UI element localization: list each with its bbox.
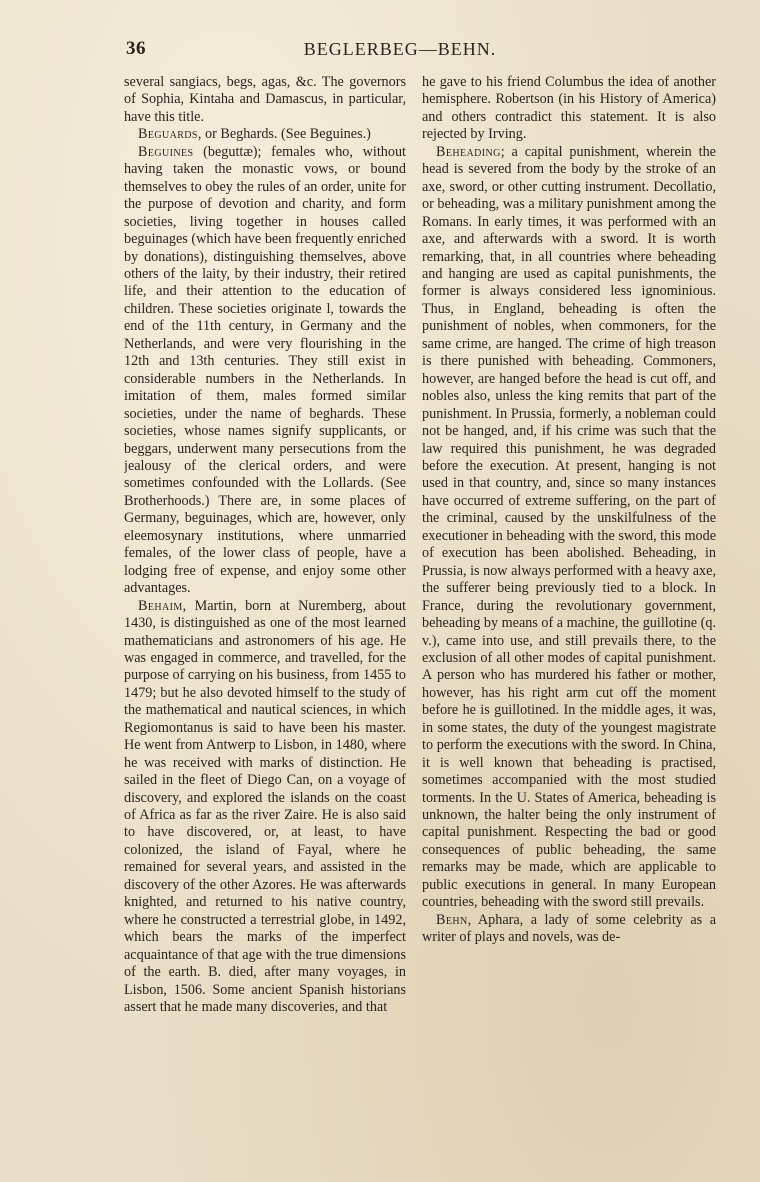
entry-behaim	[124, 598, 406, 1017]
entry-text: , Martin, born at Nuremberg, about 1430, is distinguished as one of the most learned mathematicians and astronomers of his age. He was engaged in commerce, and travelled, for the purpose of carrying on his business, from 1455 to 1479; but he also devoted himself to the study of the mathematical and nautical sciences, in which Regiomontanus is said to have been his master. He went from Antwerp to Lisbon, in 1480, where he was received with marks of distinction. He sailed in the fleet of Diego Can, on a voyage of discovery, and explored the islands on the coast of Africa as far as the river Zaire. He is also said to have discovered, or, at least, to have colonized, the island of Fayal, where he remained for several years, and assisted in the discovery of the other Azores. He was afterwards knighted, and returned to his native country, where he constructed a terrestrial globe, in 1492, which bears the marks of the imperfect acquaintance of that age with the true dimensions of the earth. B. died, after many voyages, in Lisbon, 1506. Some ancient Spanish historians assert that he made many discoveries, and that	[124, 597, 406, 1016]
running-head: BEGLERBEG—BEHN.	[303, 39, 497, 59]
entry-behn	[422, 912, 716, 947]
entry-beglerbeg-continuation	[124, 74, 406, 126]
entry-text: ; a capital punishment, wherein the head is severed from the body by the stroke of an axe, sword, or other cutting instrument. Decollatio, or beheading, was a military punishment among the Romans. In early times, it was performed with an axe, and afterwards with a sword. It is worth remarking, that, in all countries where beheading and hanging are used as capital punishments, the former is always considered less ignominious. Thus, in England, beheading is often the punishment of nobles, when commoners, for the same crime, are hanged. The crime of high treason is there punished with beheading. Commoners, however, are hanged before the head is cut off, and nobles also, unless the king remits that part of the punishment. In Prussia, formerly, a nobleman could not be hanged, and, if his crime was such that the law required this punishment, he was degraded before the execution. At present, hanging is not used in that country, and, since so many instances have occurred of extreme suffering, on the part of the criminal, caused by the unskilfulness of the executioner in beheading with the sword, this mode of execution has been abolished. Beheading, in Prussia, is now always performed with a heavy axe, the sufferer being previously tied to a block. In France, during the revolutionary government, beheading by means of a machine, the guillotine (q. v.), came into use, and still prevails there, to the exclusion of all other modes of capital punishment. A person who has murdered his father or mother, however, has his right arm cut off the moment before he is guillotined. In the middle ages, it was, in some states, the duty of the youngest magistrate to perform the executions with the sword. In China, it is well known that beheading is practised, sometimes accompanied with the most studied torments. In the U. States of America, beheading is unknown, the halter being the only instrument of capital punishment. Respecting the bad or good consequences of public beheading, the same remarks may be made, which are applicable to public executions in general. In many European countries, beheading with the sword still prevails.	[422, 143, 716, 911]
page-number: 36	[126, 38, 146, 59]
entry-text: , or Beghards. (See Beguines.)	[197, 126, 371, 143]
entry-headword: Behaim	[138, 597, 183, 614]
entry-beguards	[124, 126, 406, 143]
entry-text: , Aphara, a lady of some celebrity as a writer of plays and novels, was de-	[422, 911, 716, 946]
entry-text: he gave to his friend Columbus the idea of another hemisphere. Robertson (in his History of America) and others contradict this statement. It is also rejected by Irving.	[422, 74, 716, 143]
left-column	[124, 74, 406, 1016]
entry-beguines	[124, 144, 406, 598]
right-column	[422, 74, 716, 947]
entry-headword: Beguines	[138, 143, 194, 160]
entry-beheading	[422, 144, 716, 912]
entry-headword: Beheading	[436, 143, 501, 160]
entry-behaim-continuation	[422, 74, 716, 144]
entry-headword: Behn	[436, 911, 468, 928]
text-columns	[124, 74, 716, 1144]
entry-text: (beguttæ); females who, without having taken the monastic vows, or bound themselves to obey the rules of an order, unite for the purpose of devotion and charity, and form societies, living together in houses called beguinages (which have been frequently enriched by donations), distinguishing themselves, above others of the laity, by their industry, their retired life, and their attention to the education of children. These societies originate l, towards the end of the 11th century, in Germany and the Netherlands, and were very flourishing in the 12th and 13th centuries. They still exist in considerable numbers in the Netherlands. In imitation of them, males formed similar societies, under the name of beghards. These societies, whose names signify supplicants, or beggars, underwent many persecutions from the jealousy of the clerical orders, and were sometimes confounded with the Lollards. (See Brotherhoods.) There are, in some places of Germany, beguinages, which are, however, only eleemosynary institutions, where unmarried females, of the lower class of people, have a lodging free of expense, and enjoy some other advantages.	[124, 143, 406, 597]
entry-text: several sangiacs, begs, agas, &c. The governors of Sophia, Kintaha and Damascus, in particular, have this title.	[124, 74, 406, 125]
page-header	[0, 38, 760, 64]
entry-headword: Beguards	[138, 126, 198, 143]
